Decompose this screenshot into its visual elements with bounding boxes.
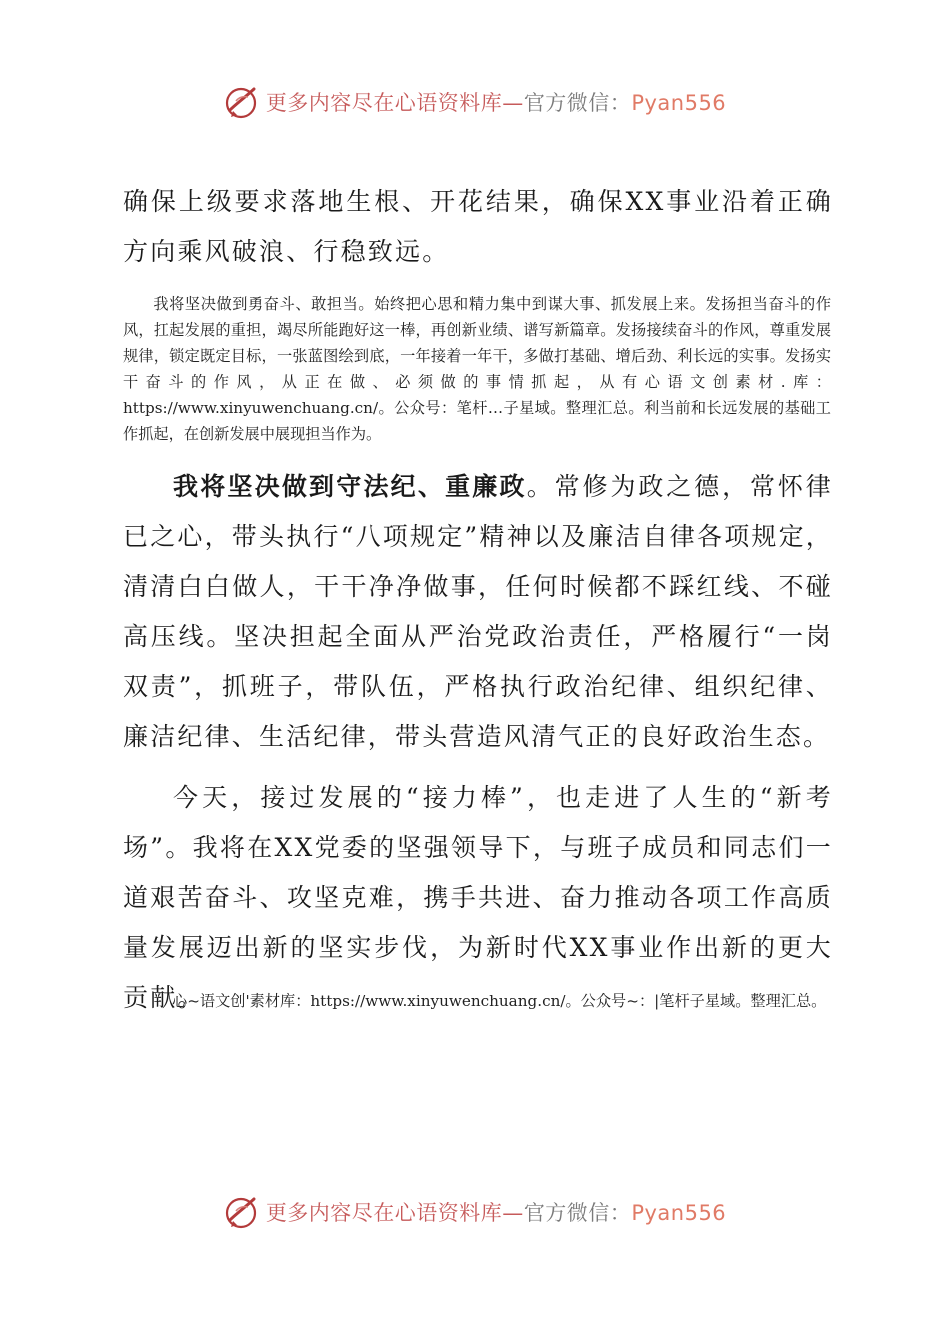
paragraph-discipline-lead: 我将坚决做到守法纪、重廉政	[173, 472, 527, 501]
paragraph-discipline-body: 。常修为政之德，常怀律已之心，带头执行“八项规定”精神以及廉洁自律各项规定，清清白白做人，干干净净做事，任何时候都不踩红线、不碰高压线。坚决担起全面从严治党政治责任，严格履行“一岗双责”，抓班子，带队伍，严格执行政治纪律、组织纪律、廉洁纪律、生活纪律，带头营造风清气正的良好政治生态。	[123, 472, 833, 751]
header-banner	[0, 80, 950, 124]
paragraph-closing: 今天，接过发展的“接力棒”，也走进了人生的“新考场”。我将在XX党委的坚强领导下，与班子成员和同志们一道艰苦奋斗、攻坚克难，携手共进、奋力推动各项工作高质量发展迈出新的坚实步伐，为新时代XX事业作出新的更大贡献。	[123, 783, 833, 1012]
pen-logo-icon	[224, 1194, 260, 1230]
paragraph-small-2: 心~语文创'素材库：https://www.xinyuwenchuang.cn/。公众号~：|笔杆子星域。整理汇总。	[172, 992, 827, 1010]
header-brand-text	[266, 87, 726, 117]
header-brand: 更多内容尽在心语资料库—	[265, 91, 524, 115]
footer-wechat-label: 官方微信：	[523, 1201, 632, 1225]
paragraph-small-1: 我将坚决做到勇奋斗、敢担当。始终把心思和精力集中到谋大事、抓发展上来。发扬担当奋斗的作风，扛起发展的重担，竭尽所能跑好这一棒，再创新业绩、谱写新篇章。发扬接续奋斗的作风，尊重发展规律，锁定既定目标，一张蓝图绘到底，一年接着一年干，多做打基础、增后劲、利长远的实事。发扬实干奋斗的作风，从正在做、必须做的事情抓起，从有心语文创素材.库：https://www.xinyuwenchuang.cn/。公众号：笔杆…子星域。整理汇总。利当前和长远发展的基础工作抓起，在创新发展中展现担当作为。	[123, 295, 831, 443]
footer-brand: 更多内容尽在心语资料库—	[265, 1201, 524, 1225]
paragraph-intro: 确保上级要求落地生根、开花结果，确保XX事业沿着正确方向乘风破浪、行稳致远。	[123, 187, 833, 266]
footer-brand-text	[266, 1197, 726, 1227]
pen-logo-icon	[224, 84, 260, 120]
paragraph-discipline	[123, 462, 833, 762]
footer-banner	[0, 1190, 950, 1234]
footer-wechat-id: Pyan556	[631, 1201, 727, 1225]
header-wechat-id: Pyan556	[631, 91, 727, 115]
header-wechat-label: 官方微信：	[523, 91, 632, 115]
